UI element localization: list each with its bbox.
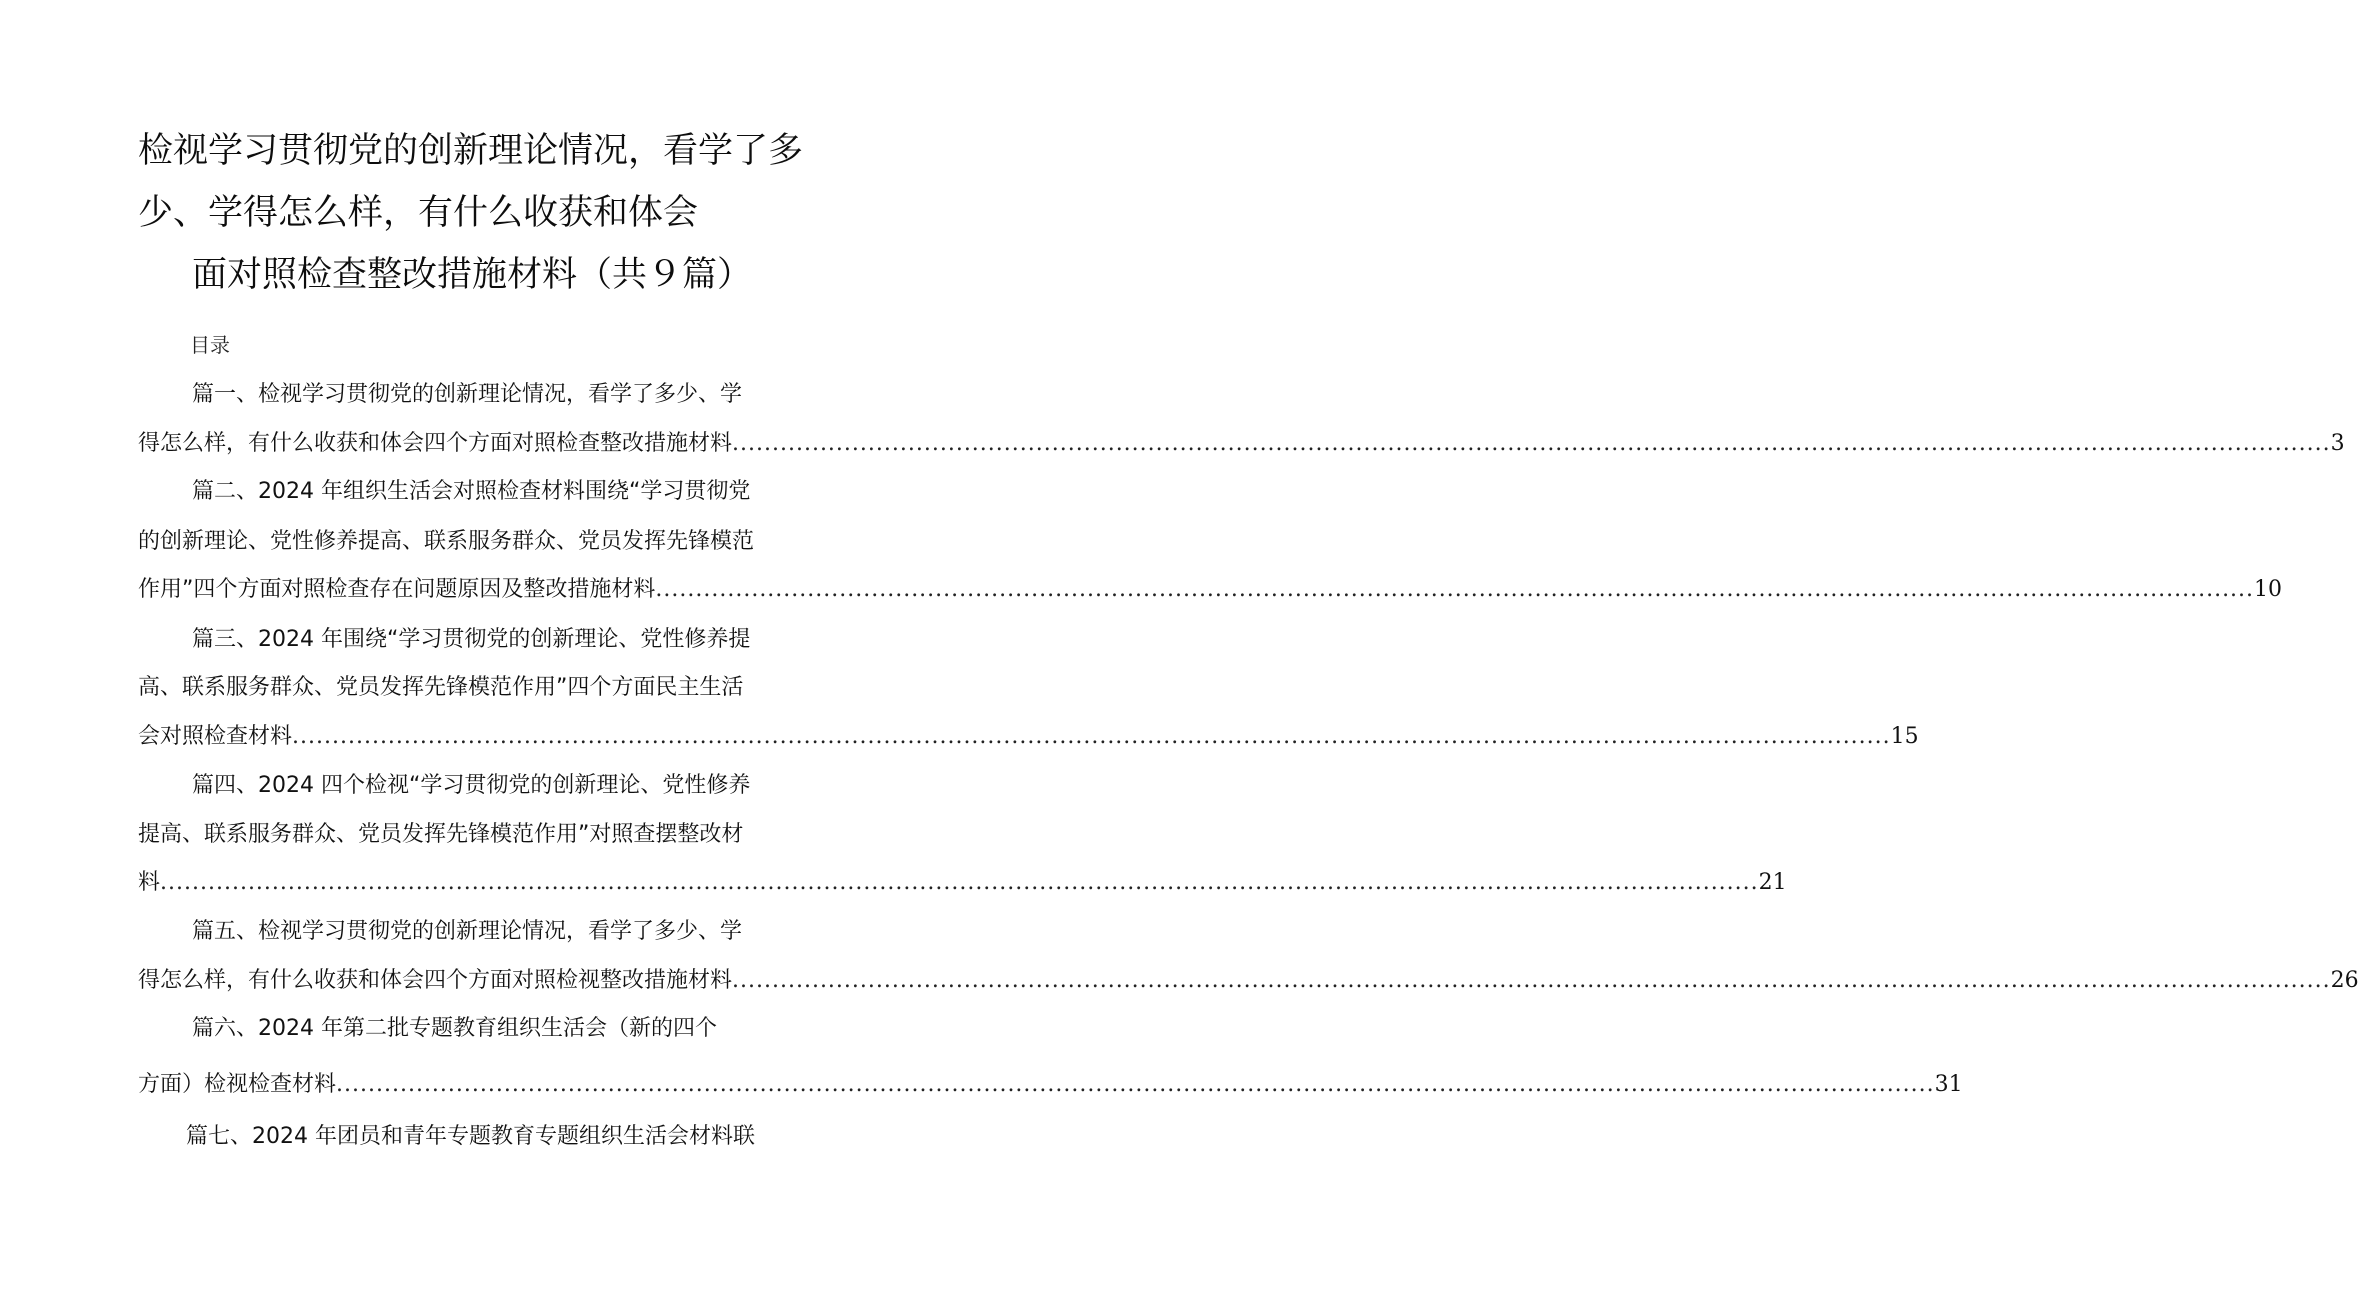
toc-entry-5-line-1[interactable]: 篇五、检视学习贯彻党的创新理论情况，看学了多少、学	[192, 919, 743, 944]
toc-entry-6-text: 方面）检视检查材料	[138, 1072, 337, 1097]
toc-entry-2-line-1[interactable]: 篇二、2024 年组织生活会对照检查材料围绕“学习贯彻党	[192, 479, 751, 504]
toc-entry-1-line-1[interactable]: 篇一、检视学习贯彻党的创新理论情况，看学了多少、学	[192, 382, 743, 407]
toc-heading: 目录	[190, 333, 230, 357]
toc-leader-dots: ........................................................................................................................................................................................................	[160, 870, 1759, 895]
toc-entry-5-line-2[interactable]	[138, 966, 2359, 996]
toc-entry-4-line-2[interactable]: 提高、联系服务群众、党员发挥先锋模范作用”对照查摆整改材	[138, 822, 744, 847]
toc-entry-3-line-3[interactable]	[138, 722, 1919, 752]
toc-entry-2-text: 作用”四个方面对照检查存在问题原因及整改措施材料	[138, 577, 656, 602]
toc-leader-dots: ........................................................................................................................................................................................................	[732, 431, 2331, 456]
toc-entry-4-text: 料	[138, 870, 161, 895]
toc-entry-2-line-2[interactable]: 的创新理论、党性修养提高、联系服务群众、党员发挥先锋模范	[138, 529, 755, 554]
document-title-line-3: 面对照检查整改措施材料（共９篇）	[192, 255, 753, 295]
toc-leader-dots: ........................................................................................................................................................................................................	[732, 968, 2331, 993]
toc-entry-4-line-1[interactable]: 篇四、2024 四个检视“学习贯彻党的创新理论、党性修养	[192, 773, 751, 798]
toc-entry-6-page: 31	[1934, 1072, 1963, 1097]
toc-entry-7-line-1[interactable]: 篇七、2024 年团员和青年专题教育专题组织生活会材料联	[186, 1124, 755, 1149]
document-title-line-2: 少、学得怎么样，有什么收获和体会	[138, 193, 699, 233]
toc-entry-5-text: 得怎么样，有什么收获和体会四个方面对照检视整改措施材料	[138, 968, 733, 993]
document-title-line-1: 检视学习贯彻党的创新理论情况，看学了多	[138, 131, 804, 171]
toc-leader-dots: ........................................................................................................................................................................................................	[292, 724, 1891, 749]
toc-entry-3-line-2[interactable]: 高、联系服务群众、党员发挥先锋模范作用”四个方面民主生活	[138, 675, 744, 700]
toc-entry-3-text: 会对照检查材料	[138, 724, 293, 749]
toc-entry-3-page: 15	[1890, 724, 1919, 749]
toc-entry-3-line-1[interactable]: 篇三、2024 年围绕“学习贯彻党的创新理论、党性修养提	[192, 627, 751, 652]
toc-entry-1-line-2[interactable]	[138, 429, 2345, 459]
toc-leader-dots: ........................................................................................................................................................................................................	[336, 1072, 1935, 1097]
toc-entry-4-page: 21	[1758, 870, 1787, 895]
toc-leader-dots: ........................................................................................................................................................................................................	[655, 577, 2255, 602]
toc-entry-6-line-2[interactable]	[138, 1070, 1963, 1100]
toc-entry-5-page: 26	[2330, 968, 2359, 993]
toc-entry-6-line-1[interactable]: 篇六、2024 年第二批专题教育组织生活会（新的四个	[192, 1016, 717, 1041]
toc-entry-4-line-3[interactable]	[138, 868, 1787, 898]
toc-entry-2-page: 10	[2254, 577, 2283, 602]
toc-entry-1-text: 得怎么样，有什么收获和体会四个方面对照检查整改措施材料	[138, 431, 733, 456]
toc-entry-2-line-3[interactable]	[138, 575, 2283, 605]
toc-entry-1-page: 3	[2330, 431, 2345, 456]
